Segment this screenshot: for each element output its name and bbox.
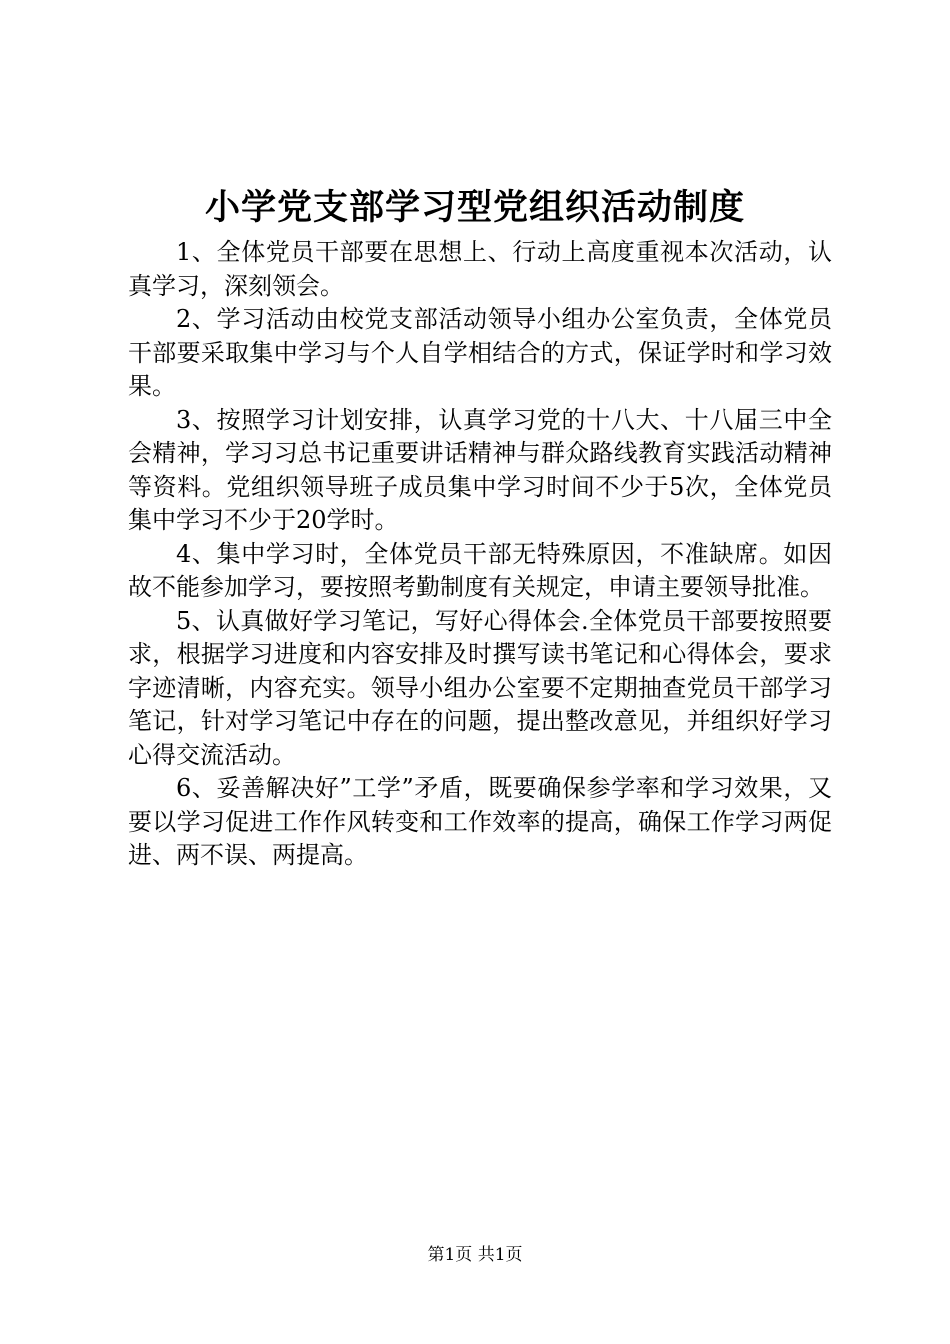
page-number-footer: 第1页 共1页 bbox=[427, 1245, 523, 1265]
paragraph-1: 1、全体党员干部要在思想上、行动上高度重视本次活动，认真学习，深刻领会。 bbox=[128, 238, 832, 300]
paragraph-5: 5、认真做好学习笔记，写好心得体会.全体党员干部要按照要求，根据学习进度和内容安排及时撰写读书笔记和心得体会，要求字迹清晰，内容充实。领导小组办公室要不定期抽查党员干部学习笔记，针对学习笔记中存在的问题，提出整改意见，并组织好学习心得交流活动。 bbox=[128, 606, 832, 769]
paragraph-2: 2、学习活动由校党支部活动领导小组办公室负责，全体党员干部要采取集中学习与个人自学相结合的方式，保证学时和学习效果。 bbox=[128, 305, 832, 400]
document-title: 小学党支部学习型党组织活动制度 bbox=[204, 187, 745, 228]
paragraph-4: 4、集中学习时，全体党员干部无特殊原因，不准缺席。如因故不能参加学习，要按照考勤制度有关规定，申请主要领导批准。 bbox=[128, 539, 832, 601]
paragraph-6: 6、妥善解决好”工学”矛盾，既要确保参学率和学习效果，又要以学习促进工作作风转变和工作效率的提高，确保工作学习两促进、两不误、两提高。 bbox=[128, 774, 832, 869]
document-body bbox=[128, 236, 832, 873]
paragraph-3: 3、按照学习计划安排，认真学习党的十八大、十八届三中全会精神，学习习总书记重要讲话精神与群众路线教育实践活动精神等资料。党组织领导班子成员集中学习时间不少于5次，全体党员集中学习不少于20学时。 bbox=[128, 405, 832, 534]
